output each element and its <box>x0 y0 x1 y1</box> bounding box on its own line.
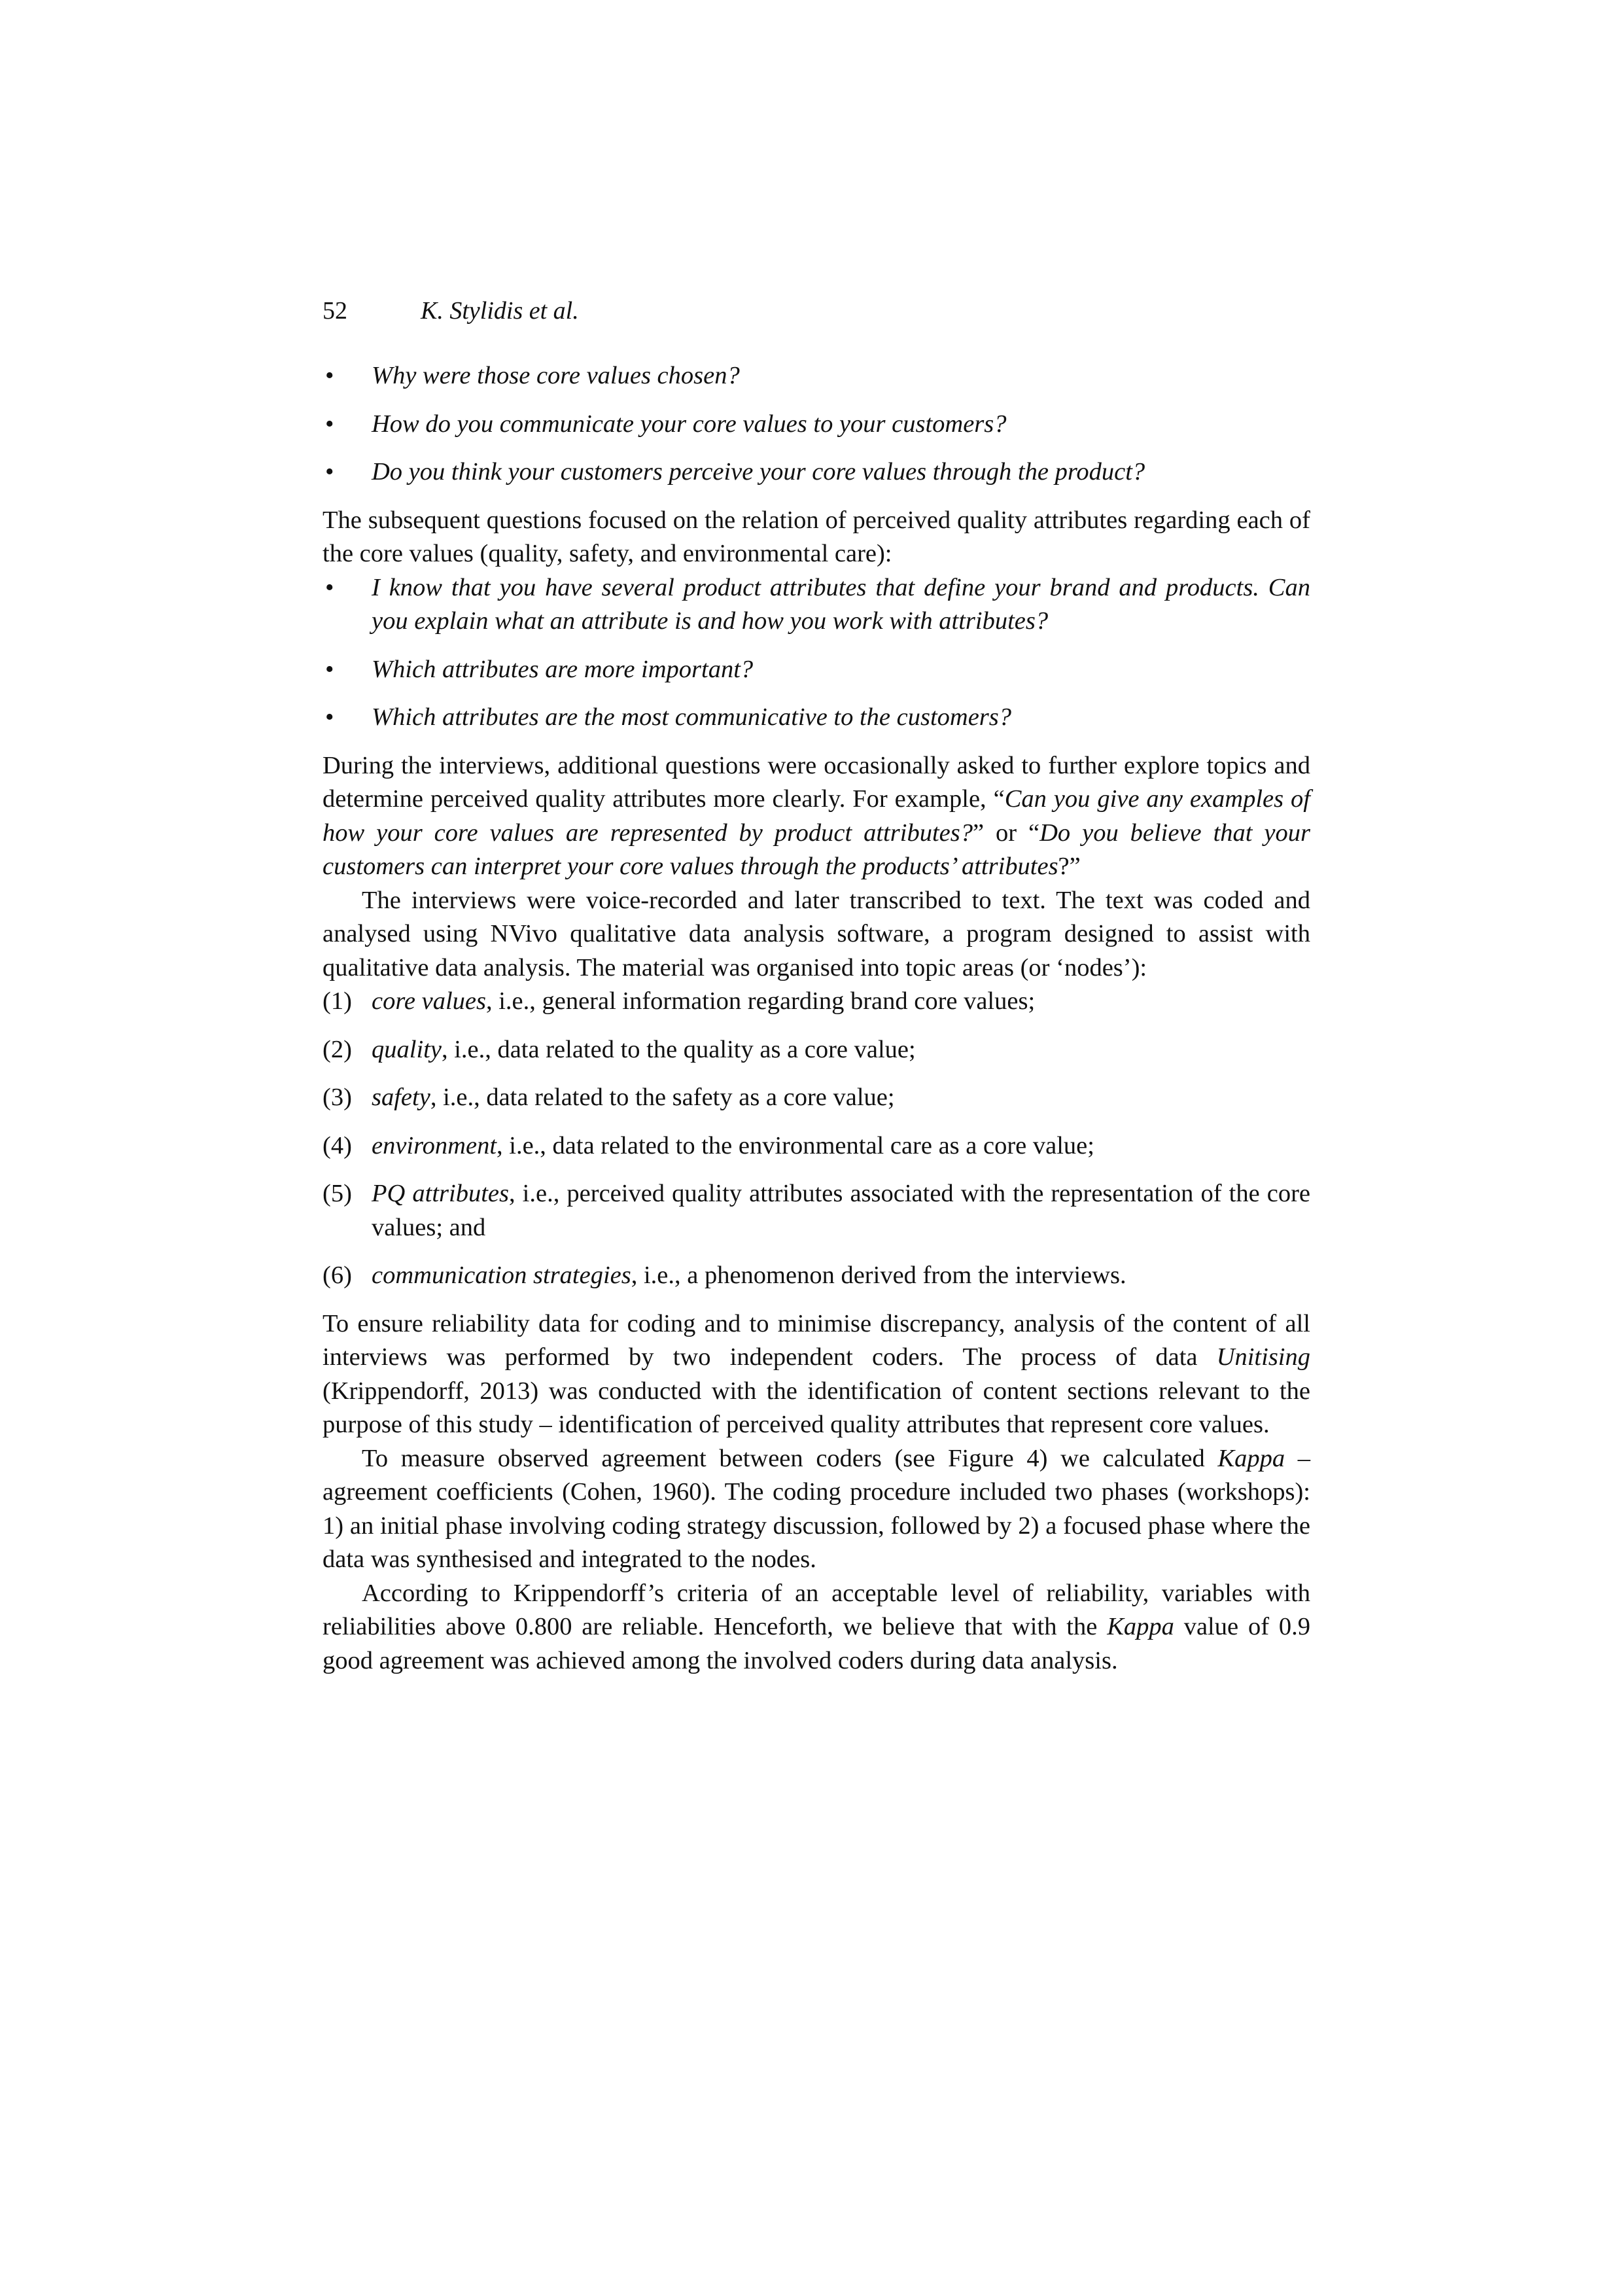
bullet-icon: • <box>325 655 334 683</box>
text-run: To measure observed agreement between coders (see Figure 4) we calculated <box>362 1444 1218 1472</box>
list-item <box>323 985 1310 1019</box>
list-item <box>323 1033 1310 1067</box>
bullet-icon: • <box>325 703 334 731</box>
paragraph-measure-agreement <box>323 1442 1310 1577</box>
list-item <box>323 408 1310 442</box>
list-item <box>323 1259 1310 1293</box>
node-list <box>323 985 1310 1293</box>
page-number: 52 <box>323 297 347 325</box>
text-run: ?” <box>1058 853 1081 880</box>
question-text: I know that you have several product attributes that define your brand and products. Can you explain what an attribute is and how you work with attributes? <box>372 573 1310 635</box>
paragraph-interviews-recorded: The interviews were voice-recorded and later transcribed to text. The text was coded and analysed using NVivo qualitative data analysis software, a program designed to assist with qualitative data analysis. The material was organised into topic areas (or ‘nodes’): <box>323 886 1310 981</box>
running-head <box>323 292 579 329</box>
list-item <box>323 1081 1310 1115</box>
node-term: communication strategies <box>372 1262 631 1289</box>
list-number: (6) <box>323 1262 352 1289</box>
list-item <box>323 1129 1310 1163</box>
body-text <box>323 359 1310 1678</box>
text-run: ” or “ <box>972 819 1040 847</box>
node-term: quality <box>372 1035 442 1063</box>
list-number: (1) <box>323 987 352 1015</box>
italic-run: Unitising <box>1216 1343 1310 1371</box>
list-item <box>323 571 1310 639</box>
node-description: , i.e., data related to the safety as a core value; <box>430 1084 895 1111</box>
node-description: , i.e., a phenomenon derived from the interviews. <box>631 1262 1126 1289</box>
bullet-icon: • <box>325 410 334 438</box>
paragraph-subsequent-questions: The subsequent questions focused on the relation of perceived quality attributes regarding each of the core values (quality, safety, and environmental care): <box>323 506 1310 567</box>
list-number: (2) <box>323 1035 352 1063</box>
list-number: (4) <box>323 1131 352 1159</box>
list-item <box>323 455 1310 489</box>
text-run: value of 0.9 good agreement was achieved among the involved coders during data analysis. <box>323 1613 1310 1674</box>
question-text: How do you communicate your core values to your customers? <box>372 410 1007 438</box>
node-description: , i.e., general information regarding brand core values; <box>485 987 1036 1015</box>
paragraph-during-interviews <box>323 749 1310 884</box>
italic-run: Kappa <box>1107 1613 1174 1640</box>
node-term: safety <box>372 1084 430 1111</box>
text-run: To ensure reliability data for coding and to minimise discrepancy, analysis of the content of all interviews was performed by two independent coders. The process of data <box>323 1309 1310 1371</box>
node-description: , i.e., perceived quality attributes associated with the representation of the core values; and <box>372 1180 1310 1241</box>
text-run: According to Krippendorff’s criteria of an acceptable level of reliability, variables with reliabilities above 0.800 are reliable. Henceforth, we believe that with the <box>323 1579 1310 1640</box>
list-number: (5) <box>323 1180 352 1207</box>
bullet-icon: • <box>325 362 334 389</box>
question-text: Which attributes are more important? <box>372 655 754 683</box>
node-term: PQ attributes <box>372 1180 509 1207</box>
bullet-icon: • <box>325 573 334 601</box>
bullet-icon: • <box>325 458 334 486</box>
text-run: – agreement coefficients (Cohen, 1960). The coding procedure included two phases (workshops): 1) an initial phase involving coding strategy discussion, followed by 2) a focused phase where the data was synthesised and integrated to the nodes. <box>323 1444 1311 1573</box>
question-list-core-values <box>323 359 1310 489</box>
paragraph-reliability <box>323 1307 1310 1442</box>
paragraph-krippendorff-criteria <box>323 1577 1310 1678</box>
list-number: (3) <box>323 1084 352 1111</box>
question-text: Which attributes are the most communicative to the customers? <box>372 703 1012 731</box>
node-description: , i.e., data related to the environmental care as a core value; <box>497 1131 1094 1159</box>
text-run: (Krippendorff, 2013) was conducted with the identification of content sections relevant to the purpose of this study – identification of perceived quality attributes that represent core values. <box>323 1377 1310 1438</box>
italic-run: Do you believe that your customers can interpret your core values through the products’ attributes <box>323 819 1310 880</box>
list-item <box>323 701 1310 735</box>
question-list-attributes <box>323 571 1310 735</box>
question-text: Why were those core values chosen? <box>372 362 740 389</box>
list-item <box>323 653 1310 687</box>
question-text: Do you think your customers perceive your core values through the product? <box>372 458 1145 486</box>
node-term: environment <box>372 1131 497 1159</box>
italic-run: Can you give any examples of how your core values are represented by product attributes? <box>323 785 1310 847</box>
list-item <box>323 359 1310 393</box>
node-description: , i.e., data related to the quality as a core value; <box>441 1035 916 1063</box>
italic-run: Kappa <box>1217 1444 1285 1472</box>
node-term: core values <box>372 987 486 1015</box>
list-item <box>323 1177 1310 1245</box>
text-run: During the interviews, additional questions were occasionally asked to further explore topics and determine perceived quality attributes more clearly. For example, “ <box>323 751 1310 813</box>
running-head-authors: K. Stylidis et al. <box>421 297 579 325</box>
